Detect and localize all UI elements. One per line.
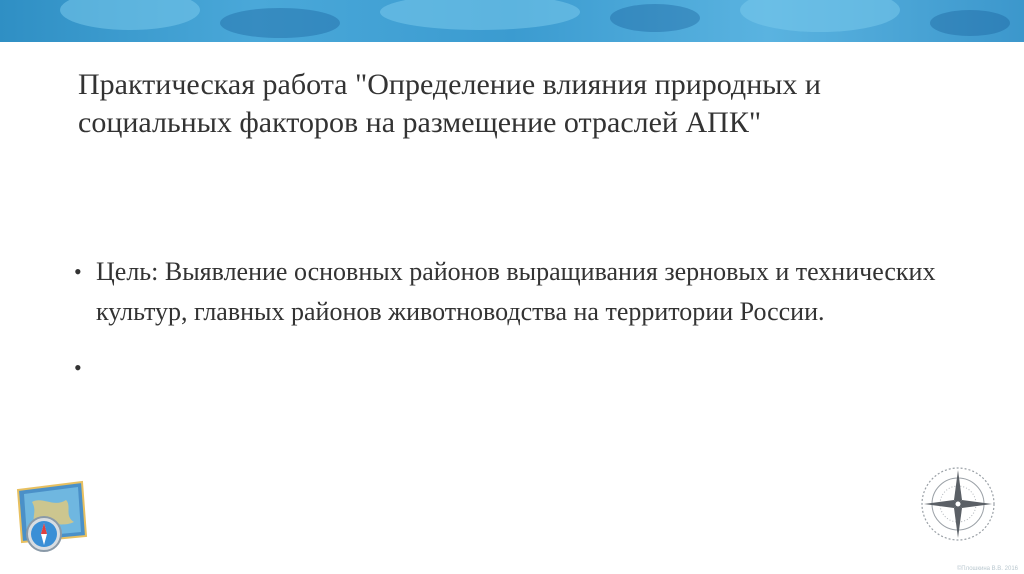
bullet-marker: • bbox=[74, 355, 82, 380]
bullet-text: Цель: Выявление основных районов выращивания зерновых и технических культур, главных районов животноводства на территории России. bbox=[96, 257, 936, 326]
bullet-empty bbox=[74, 348, 954, 388]
top-banner bbox=[0, 0, 1024, 42]
bullet-goal bbox=[74, 252, 954, 332]
compass-rose-icon bbox=[908, 456, 1008, 552]
footer-credit: ©Плошкина В.В. 2016 bbox=[956, 566, 1018, 572]
bullet-marker: • bbox=[74, 259, 82, 284]
map-with-compass-icon bbox=[14, 478, 88, 558]
bullet-list bbox=[74, 252, 954, 388]
slide-title: Практическая работа "Определение влияния природных и социальных факторов на размещение отраслей АПК" bbox=[78, 68, 821, 139]
